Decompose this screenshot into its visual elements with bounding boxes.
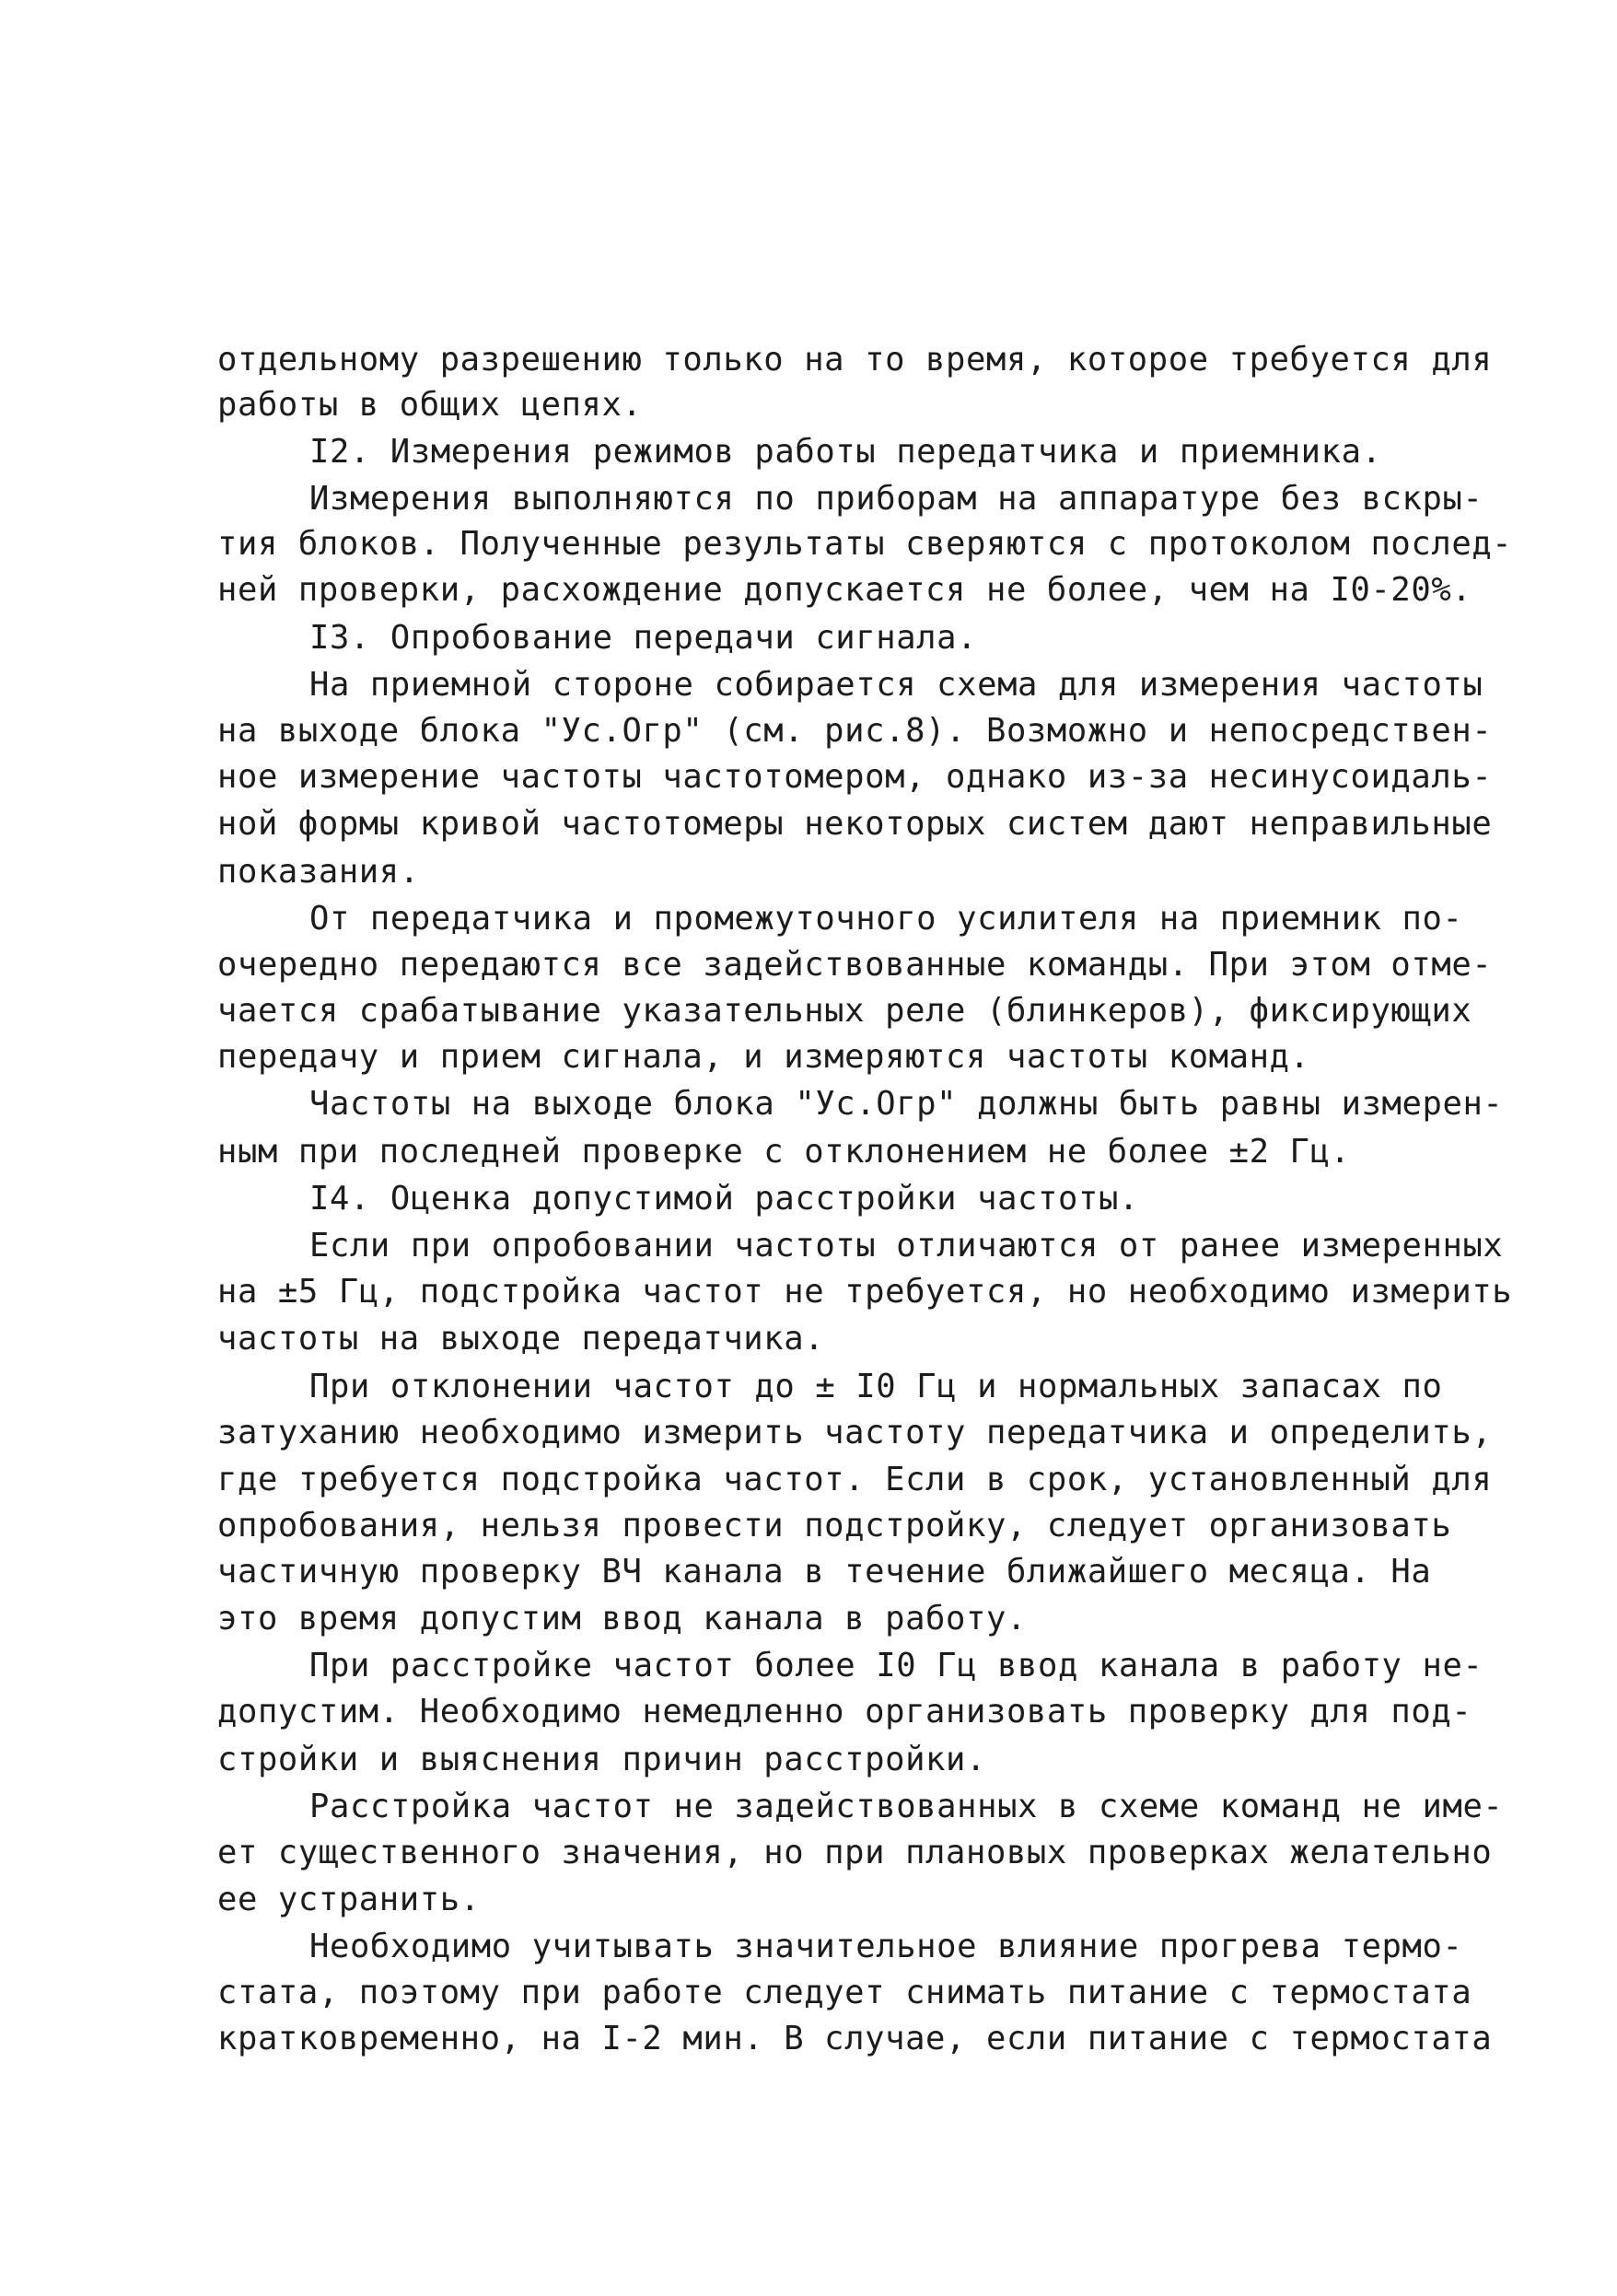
text-line: От передатчика и промежуточного усилителя на приемник по- xyxy=(309,900,1463,938)
text-line: I4. Оценка допустимой расстройки частоты. xyxy=(309,1180,1139,1218)
text-line: показания. xyxy=(217,853,420,891)
text-line: работы в общих цепях. xyxy=(217,386,643,424)
text-line: отдельному разрешению только на то время, которое требуется для xyxy=(217,341,1493,379)
text-line: на ±5 Гц, подстройка частот не требуется, но необходимо измерить xyxy=(217,1273,1513,1311)
text-line: I3. Опробование передачи сигнала. xyxy=(309,619,978,657)
text-line: ее устранить. xyxy=(217,1881,481,1918)
text-line: частоты на выходе передатчика. xyxy=(217,1320,825,1358)
text-line: ной формы кривой частотомеры некоторых систем дают неправильные xyxy=(217,805,1493,843)
text-line: опробования, нельзя провести подстройку, следует организовать xyxy=(217,1507,1452,1544)
text-line: кратковременно, на I-2 мин. В случае, если питание с термостата xyxy=(217,2020,1493,2057)
text-line: Частоты на выходе блока "Ус.Огр" должны быть равны измерен- xyxy=(309,1085,1504,1123)
text-line: Если при опробовании частоты отличаются от ранее измеренных xyxy=(309,1227,1504,1265)
text-line: ет существенного значения, но при плановых проверках желательно xyxy=(217,1834,1493,1871)
text-line: I2. Измерения режимов работы передатчика и приемника. xyxy=(309,433,1382,471)
text-line: очередно передаются все задействованные команды. При этом отме- xyxy=(217,946,1493,984)
text-line: При отклонении частот до ± I0 Гц и нормальных запасах по xyxy=(309,1368,1443,1405)
text-line: ным при последней проверке с отклонением не более ±2 Гц. xyxy=(217,1133,1351,1171)
text-line: Измерения выполняются по приборам на аппаратуре без вскры- xyxy=(309,480,1483,518)
text-line: затуханию необходимо измерить частоту передатчика и определить, xyxy=(217,1414,1493,1451)
text-line: ное измерение частоты частотомером, однако из-за несинусоидаль- xyxy=(217,758,1493,796)
text-line: тия блоков. Полученные результаты сверяются с протоколом послед- xyxy=(217,525,1513,563)
text-line: Расстройка частот не задействованных в схеме команд не име- xyxy=(309,1788,1504,1825)
text-line: частичную проверку ВЧ канала в течение ближайшего месяца. На xyxy=(217,1553,1432,1591)
text-line: чается срабатывание указательных реле (блинкеров), фиксирующих xyxy=(217,992,1472,1030)
text-line: ней проверки, расхождение допускается не более, чем на I0-20%. xyxy=(217,571,1472,609)
text-line: где требуется подстройка частот. Если в срок, установленный для xyxy=(217,1461,1493,1498)
text-line: допустим. Необходимо немедленно организовать проверку для под- xyxy=(217,1693,1472,1731)
text-line: Необходимо учитывать значительное влияние прогрева термо- xyxy=(309,1928,1463,1965)
text-line: На приемной стороне собирается схема для измерения частоты xyxy=(309,666,1483,704)
text-line: стройки и выяснения причин расстройки. xyxy=(217,1741,986,1778)
text-line: передачу и прием сигнала, и измеряются частоты команд. xyxy=(217,1038,1310,1076)
text-line: При расстройке частот более I0 Гц ввод канала в работу не- xyxy=(309,1647,1483,1684)
text-line: стата, поэтому при работе следует снимать питание с термостата xyxy=(217,1974,1472,2011)
text-line: это время допустим ввод канала в работу. xyxy=(217,1600,1027,1638)
text-line: на выходе блока "Ус.Огр" (см. рис.8). Возможно и непосредствен- xyxy=(217,712,1493,750)
